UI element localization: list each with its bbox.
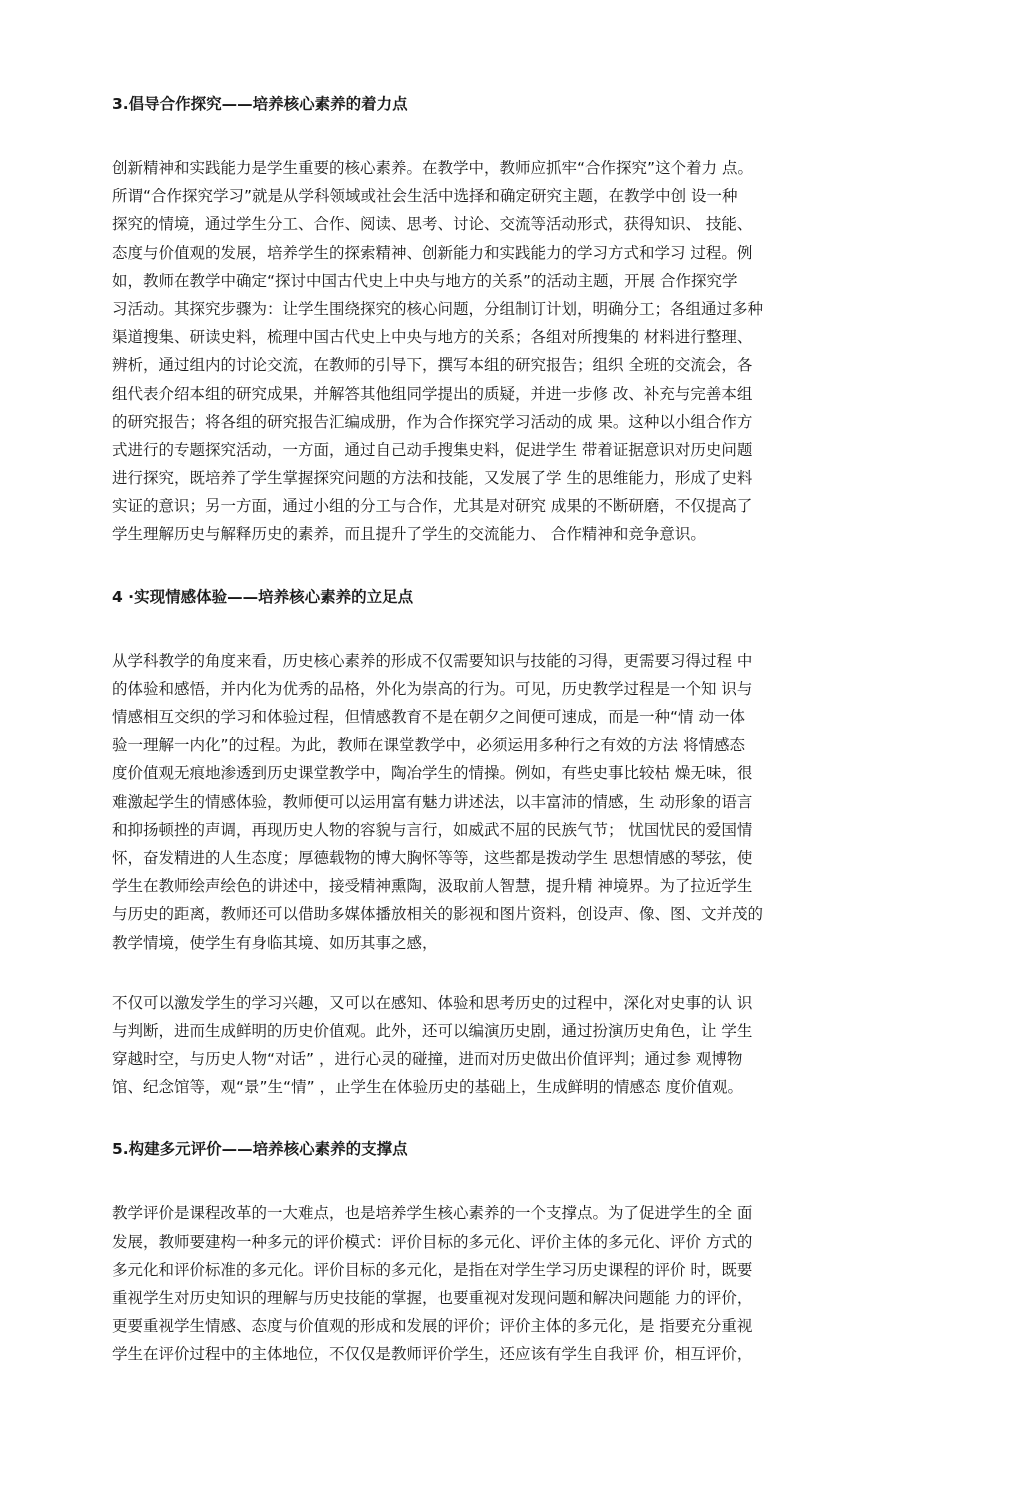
text-line: 与历史的距离，教师还可以借助多媒体播放相关的影视和图片资料，创设声、像、图、文并茂的 [112, 905, 764, 924]
text-line: 不仅可以激发学生的学习兴趣，又可以在感知、体验和思考历史的过程中，深化对史事的认 识 [112, 993, 753, 1012]
text-line: 怀，奋发精进的人生态度；厚德载物的博大胸怀等等，这些都是拨动学生 思想情感的琴弦，使 [112, 848, 753, 867]
text-line: 教学情境，使学生有身临其境、如历其事之感， [112, 933, 438, 952]
text-line: 探究的情境，通过学生分工、合作、阅读、思考、讨论、交流等活动形式，获得知识、 技能、 [112, 215, 753, 234]
text-line: 重视学生对历史知识的理解与历史技能的掌握，也要重视对发现问题和解决问题能 力的评价， [112, 1289, 753, 1307]
section-heading: 3.倡导合作探究——培养核心素养的着力点 [112, 95, 408, 113]
text-line: 如，教师在教学中确定“探讨中国古代史上中央与地方的关系”的活动主题，开展 合作探究学 [112, 271, 738, 290]
section-3 [112, 88, 920, 549]
text-line: 所谓“合作探究学习”就是从学科领域或社会生活中选择和确定研究主题，在教学中创 设一种 [112, 187, 738, 206]
text-line: 的体验和感悟，并内化为优秀的品格，外化为崇高的行为。可见，历史教学过程是一个知 识与 [112, 679, 753, 698]
text-line: 式进行的专题探究活动，一方面，通过自己动手搜集史料，促进学生 带着证据意识对历史问题 [112, 440, 753, 459]
section-5 [112, 1133, 920, 1368]
text-line: 难激起学生的情感体验，教师便可以运用富有魅力讲述法，以丰富沛的情感，生 动形象的语言 [112, 792, 753, 811]
paragraph [112, 647, 920, 957]
paragraph [112, 154, 920, 549]
text-line: 和抑扬顿挫的声调，再现历史人物的容貌与言行，如威武不屈的民族气节； 忧国忧民的爱国情 [112, 820, 753, 839]
text-line: 态度与价值观的发展，培养学生的探索精神、创新能力和实践能力的学习方式和学习 过程。例 [112, 243, 753, 262]
text-line: 多元化和评价标准的多元化。评价目标的多元化，是指在对学生学习历史课程的评价 时，既要 [112, 1260, 753, 1279]
text-line: 渠道搜集、研读史料，梳理中国古代史上中央与地方的关系；各组对所搜集的 材料进行整理、 [112, 328, 753, 347]
text-line: 与判断，进而生成鲜明的历史价值观。此外，还可以编演历史剧，通过扮演历史角色，让 学生 [112, 1021, 753, 1040]
section-heading: 5.构建多元评价——培养核心素养的支撑点 [112, 1140, 408, 1159]
paragraph [112, 989, 920, 1102]
text-line: 组代表介绍本组的研究成果，并解答其他组同学提出的质疑，并进一步修 改、补充与完善本组 [112, 384, 753, 403]
text-line: 创新精神和实践能力是学生重要的核心素养。在教学中，教师应抓牢“合作探究”这个着力 点。 [112, 159, 753, 177]
text-line: 辨析，通过组内的讨论交流，在教师的引导下，撰写本组的研究报告；组织 全班的交流会，各 [112, 356, 753, 375]
text-line: 学生在评价过程中的主体地位，不仅仅是教师评价学生，还应该有学生自我评 价，相互评价， [112, 1345, 753, 1364]
text-line: 学生理解历史与解释历史的素养，而且提升了学生的交流能力、 合作精神和竞争意识。 [112, 525, 706, 544]
text-line: 实证的意识；另一方面，通过小组的分工与合作，尤其是对研究 成果的不断研磨，不仅提高了 [112, 497, 753, 516]
document-page [112, 88, 920, 1369]
text-line: 度价值观无痕地渗透到历史课堂教学中，陶冶学生的情操。例如，有些史事比较枯 燥无味，很 [112, 764, 753, 783]
text-line: 教学评价是课程改革的一大难点，也是培养学生核心素养的一个支撑点。为了促进学生的全 面 [112, 1204, 753, 1223]
text-line: 学生在教师绘声绘色的讲述中，接受精神熏陶，汲取前人智慧，提升精 神境界。为了拉近学生 [112, 877, 753, 896]
text-line: 习活动。其探究步骤为：让学生围绕探究的核心问题，分组制订计划，明确分工；各组通过多种 [112, 299, 764, 318]
section-heading: 4 ·实现情感体验——培养核心素养的立足点 [112, 587, 414, 606]
text-line: 馆、纪念馆等，观“景”生“情” ，止学生在体验历史的基础上，生成鲜明的情感态 度价值观。 [112, 1078, 743, 1097]
text-line: 验一理解一内化”的过程。为此，教师在课堂教学中，必须运用多种行之有效的方法 将情感态 [112, 736, 745, 755]
text-line: 进行探究，既培养了学生掌握探究问题的方法和技能，又发展了学 生的思维能力，形成了史料 [112, 469, 753, 488]
text-line: 的研究报告；将各组的研究报告汇编成册，作为合作探究学习活动的成 果。这种以小组合作方 [112, 412, 753, 431]
text-line: 从学科教学的角度来看，历史核心素养的形成不仅需要知识与技能的习得，更需要习得过程 中 [112, 651, 753, 670]
text-line: 穿越时空，与历史人物“对话” ，进行心灵的碰撞，进而对历史做出价值评判；通过参 观博物 [112, 1050, 743, 1069]
text-line: 情感相互交织的学习和体验过程，但情感教育不是在朝夕之间便可速成，而是一种“情 动一体 [112, 708, 745, 726]
paragraph [112, 1199, 920, 1368]
text-line: 发展，教师要建构一种多元的评价模式：评价目标的多元化、评价主体的多元化、评价 方式的 [112, 1232, 753, 1251]
section-4 [112, 581, 920, 1102]
text-line: 更要重视学生情感、态度与价值观的形成和发展的评价；评价主体的多元化，是 指要充分重视 [112, 1317, 753, 1336]
